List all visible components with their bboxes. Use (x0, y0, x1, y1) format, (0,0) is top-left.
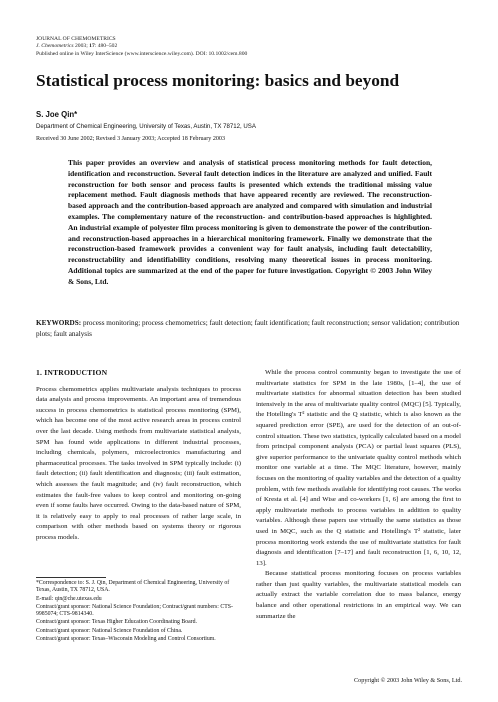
citation-pages: : 480–502 (94, 43, 118, 50)
footnotes (36, 580, 241, 644)
journal-name: JOURNAL OF CHEMOMETRICS (36, 36, 116, 42)
author: S. Joe Qin* (36, 110, 78, 119)
footnote-grant-nsf: Contract/grant sponsor: National Science Foundation; Contract/grant numbers: CTS-9985074; CTS-9814340. (36, 603, 233, 618)
section-heading: 1. INTRODUCTION (36, 368, 108, 377)
footnote-grant-texas: Contract/grant sponsor: Texas Higher Education Coordinating Board. (36, 619, 197, 626)
keywords-text: process monitoring; process chemometrics; fault detection; fault identification; fault reconstruction; sensor validation; contribution plots; fault analysis (36, 319, 460, 338)
keywords-label: KEYWORDS: (36, 319, 82, 327)
intro-paragraph-left: Process chemometrics applies multivariate analysis techniques to process data analysis and process improvements. An important area of tremendous success in process chemometrics is statistical process monitoring (SPM), which has become one of the most active research areas in process control over the last decade. Using methods from multivariate statistical analysis, SPM has found wide applications in different industrial processes, including chemicals, polymers, microelectronics manufacturing and pharmaceutical processes. The tasks involved in SPM typically include: (i) fault detection; (ii) fault identification and diagnosis; (iii) fault estimation, which assesses the fault magnitude; and (iv) fault reconstruction, which estimates the fault-free values to keep control and monitoring on-going even if some faults have occurred. Owing to the data-based nature of SPM, it is relatively easy to apply to real processes of rather large scale, in comparison with other methods based on systems theory or rigorous process models. (36, 385, 241, 541)
citation-line (36, 43, 247, 50)
keywords (36, 318, 466, 339)
intro-paragraph-right-1: While the process control community began to investigate the use of multivariate statistics for SPM in the late 1980s, [1–4], the use of multivariate statistics for abnormal situation detection has been studied intensively in the area of multivariate quality control (MQC) [5]. Typically, the Hotelling's T² statistic and the Q statistic, which is also known as the squared prediction error (SPE), are used for the detection of an out-of-control situation. These two statistics, typically calculated based on a model from principal component analysis (PCA) or partial least squares (PLS), give superior performance to the univariate quality control methods which monitor one variable at a time. The MQC literature, however, mainly focuses on the monitoring of quality variables and the detection of a quality problem, with few methods available for identifying root causes. The works of Kresta et al. [4] and Wise and co-workers [1, 6] are among the first to apply multivariate methods to process variables in addition to quality variables. Although these papers use virtually the same statistics as those used in MQC, such as the Q statistic and Hotelling's T² statistic, later process monitoring work extends the use of multivariate statistics for fault diagnosis and identification [7–17] and fault reconstruction [1, 6, 10, 12, 13]. (256, 369, 461, 567)
left-column (36, 368, 241, 544)
footnote-email: E-mail: qin@che.utexas.edu (36, 595, 102, 602)
footnote-grant-consortium: Contract/grant sponsor: Texas–Wisconsin Modeling and Control Consortium. (36, 636, 216, 643)
citation-volume: 17 (89, 43, 95, 50)
affiliation: Department of Chemical Engineering, University of Texas, Austin, TX 78712, USA (36, 123, 256, 130)
journal-header (36, 36, 247, 58)
copyright-footer: Copyright © 2003 John Wiley & Sons, Ltd. (354, 677, 462, 684)
intro-paragraph-right-2: Because statistical process monitoring focuses on process variables rather than just quality variables, the multivariate statistical models can actually extract the variable correlation due to mass balance, energy balance and other operational restrictions in an empirical way. We can summarize the (256, 570, 461, 620)
footnote-correspondence: *Correspondence to: S. J. Qin, Department of Chemical Engineering, University of Texas, Austin, TX 78712, USA. (36, 580, 230, 594)
citation-year: 2003; (73, 43, 90, 50)
citation-journal: J. Chemometrics (36, 43, 74, 50)
published-line: Published online in Wiley InterScience (www.interscience.wiley.com). DOI: 10.1002/cem.800 (36, 50, 248, 57)
submission-dates: Received 30 June 2002; Revised 3 January 2003; Accepted 18 February 2003 (36, 136, 226, 142)
abstract: This paper provides an overview and analysis of statistical process monitoring methods for fault detection, identification and reconstruction. Several fault detection indices in the literature are analyzed and unified. Fault reconstruction for both sensor and process faults is presented which extends the traditional missing value replacement method. Fault diagnosis methods that have appeared recently are reviewed. The reconstruction-based approach and the contribution-based approach are analyzed and compared with simulation and industrial examples. The complementary nature of the reconstruction- and contribution-based approaches is highlighted. An industrial example of polyester film process monitoring is given to demonstrate the power of the contribution- and reconstruction-based approaches in a hierarchical monitoring framework. Finally we demonstrate that the reconstruction-based framework provides a convenient way for fault analysis, including fault detectability, reconstructability and identifiability conditions, resolving many theoretical issues in process monitoring. Additional topics are summarized at the end of the paper for future investigation. Copyright © 2003 John Wiley & Sons, Ltd. (68, 158, 432, 286)
footnote-rule (36, 577, 106, 578)
paper-title: Statistical process monitoring: basics and beyond (36, 71, 400, 90)
right-column (256, 368, 461, 622)
footnote-grant-china: Contract/grant sponsor: National Science Foundation of China. (36, 627, 183, 634)
